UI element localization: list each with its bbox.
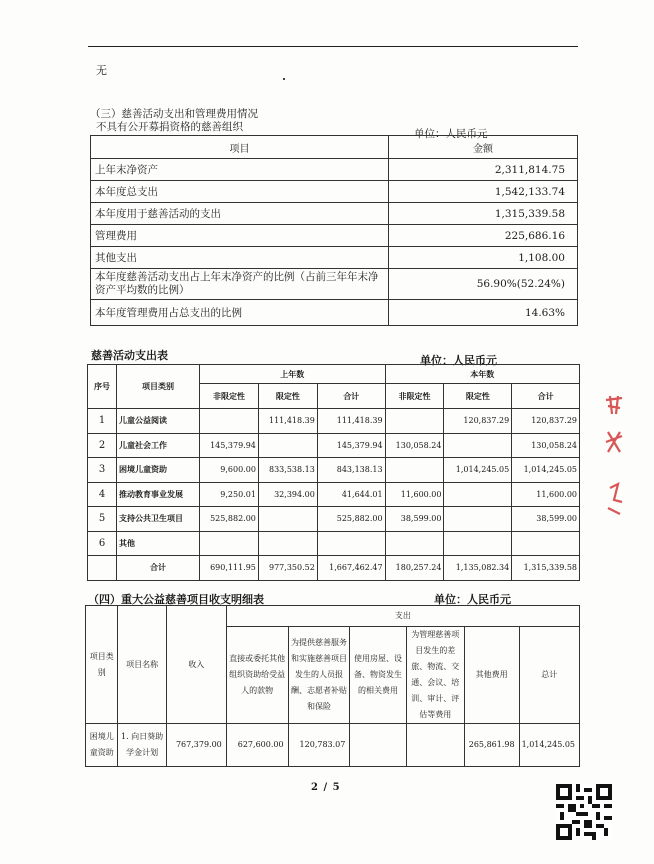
cell-value: 9,250.01 — [200, 482, 259, 507]
cell-value: 11,600.00 — [385, 482, 444, 507]
row-number: 3 — [88, 458, 117, 483]
section3-heading: （三）慈善活动支出和管理费用情况 — [90, 108, 258, 120]
cell-value: 1,135,082.34 — [444, 556, 512, 581]
cell-value: 145,379.94 — [317, 433, 385, 458]
cell-value: 525,882.00 — [200, 507, 259, 532]
row-item: 本年度管理费用占总支出的比例 — [91, 300, 389, 326]
charity-activity-expense-table — [87, 364, 580, 581]
table-row — [86, 724, 580, 767]
section3-subheading: 不具有公开募捐资格的慈善组织 — [96, 121, 243, 133]
table-row — [91, 159, 578, 181]
cell-value — [444, 507, 512, 532]
row-amount: 14.63% — [389, 300, 578, 326]
table-row — [91, 181, 578, 203]
major-project-table — [85, 605, 580, 767]
table-row — [88, 409, 580, 434]
cell-value: 38,599.00 — [512, 507, 580, 532]
page-number: 2 / 5 — [311, 782, 341, 793]
cell-value: 1,315,339.58 — [512, 556, 580, 581]
cell-value: 130,058.24 — [385, 433, 444, 458]
cell-value: 130,058.24 — [512, 433, 580, 458]
header-use: 使用房屋、设备、物资发生的相关费用 — [350, 627, 406, 724]
row-amount: 1,542,133.74 — [389, 181, 578, 203]
cell-value: 1,014,245.05 — [512, 458, 580, 483]
row-category-name: 儿童社会工作 — [117, 433, 200, 458]
row-category-name: 推动教育事业发展 — [117, 482, 200, 507]
cell-other: 265,861.98 — [464, 724, 519, 767]
charity-expense-summary-table — [90, 135, 578, 326]
row-number: 5 — [88, 507, 117, 532]
section4-unit: 单位：人民币元 — [434, 593, 511, 606]
cell-value: 180,257.24 — [385, 556, 444, 581]
row-amount: 225,686.16 — [389, 225, 578, 247]
cell-value — [444, 531, 512, 556]
cell-value — [258, 507, 317, 532]
cell-value: 977,350.52 — [258, 556, 317, 581]
row-category-name: 其他 — [117, 531, 200, 556]
header-restricted: 限定性 — [258, 384, 317, 409]
table-row — [88, 531, 580, 556]
cell-value — [385, 409, 444, 434]
header-name: 项目名称 — [118, 606, 166, 724]
column-header-item: 项目 — [91, 136, 389, 159]
cell-value: 1,667,462.47 — [317, 556, 385, 581]
top-rule — [88, 46, 578, 47]
section3-unit: 单位：人民币元 — [414, 128, 488, 140]
cell-value: 525,882.00 — [317, 507, 385, 532]
row-number: 1 — [88, 409, 117, 434]
cell-value — [444, 433, 512, 458]
cell-value: 690,111.95 — [200, 556, 259, 581]
cell-value: 9,600.00 — [200, 458, 259, 483]
qr-code-icon — [556, 784, 612, 840]
table-row — [91, 225, 578, 247]
header-other: 其他费用 — [464, 627, 519, 724]
total-row — [88, 556, 580, 581]
row-category-name: 困境儿童资助 — [117, 458, 200, 483]
none-text: 无 — [96, 64, 107, 77]
red-seal-stamp-fragment — [600, 392, 628, 522]
cell-value: 111,418.39 — [258, 409, 317, 434]
charity-table-title: 慈善活动支出表 — [91, 349, 168, 362]
header-income: 收入 — [166, 606, 226, 724]
cell-value — [512, 531, 580, 556]
cell-value: 120,837.29 — [444, 409, 512, 434]
row-amount: 1,315,339.58 — [389, 203, 578, 225]
header-staff: 为提供慈善服务和实施慈善项目发生的人员报酬、志愿者补贴和保险 — [288, 627, 350, 724]
cell-value: 120,837.29 — [512, 409, 580, 434]
table-row — [91, 300, 578, 326]
cell-value — [385, 458, 444, 483]
cell-category: 困境儿童资助 — [86, 724, 118, 767]
table-row — [88, 482, 580, 507]
row-item: 上年末净资产 — [91, 159, 389, 181]
header-mgmt: 为管理慈善项目发生的差旅、物流、交通、会议、培训、审计、评估等费用 — [406, 627, 464, 724]
header-restricted: 限定性 — [444, 384, 512, 409]
cell-value: 843,138.13 — [317, 458, 385, 483]
cell-value — [258, 531, 317, 556]
row-amount: 2,311,814.75 — [389, 159, 578, 181]
cell-value: 833,538.13 — [258, 458, 317, 483]
charity-table-unit: 单位：人民币元 — [420, 354, 497, 367]
row-number: 6 — [88, 531, 117, 556]
scan-speck — [283, 78, 285, 80]
header-last-year: 上年数 — [200, 365, 386, 384]
row-category-name: 支持公共卫生项目 — [117, 507, 200, 532]
header-category: 项目类别 — [86, 606, 118, 724]
table-row — [91, 247, 578, 269]
header-category: 项目类别 — [117, 365, 200, 409]
row-item: 本年度慈善活动支出占上年末净资产的比例（占前三年年末净资产平均数的比例） — [91, 269, 389, 300]
cell-mgmt — [406, 724, 464, 767]
cell-value: 38,599.00 — [385, 507, 444, 532]
cell-value: 11,600.00 — [512, 482, 580, 507]
cell-value: 1,014,245.05 — [444, 458, 512, 483]
cell-value: 41,644.01 — [317, 482, 385, 507]
header-total: 合计 — [512, 384, 580, 409]
table-row — [88, 433, 580, 458]
row-item: 管理费用 — [91, 225, 389, 247]
cell-income: 767,379.00 — [166, 724, 226, 767]
row-item: 本年度用于慈善活动的支出 — [91, 203, 389, 225]
cell-value — [200, 409, 259, 434]
cell-value: 111,418.39 — [317, 409, 385, 434]
total-label: 合计 — [117, 556, 200, 581]
table-row — [88, 507, 580, 532]
row-category-name: 儿童公益阅读 — [117, 409, 200, 434]
table-row — [88, 458, 580, 483]
cell-value — [444, 482, 512, 507]
header-expense: 支出 — [226, 606, 579, 627]
cell-name: 1. 向日葵助学金计划 — [118, 724, 166, 767]
cell-value — [200, 531, 259, 556]
cell-value: 32,394.00 — [258, 482, 317, 507]
section4-heading: （四）重大公益慈善项目收支明细表 — [88, 593, 264, 606]
table-row — [91, 203, 578, 225]
header-total: 合计 — [317, 384, 385, 409]
cell-value: 145,379.94 — [200, 433, 259, 458]
cell-use — [350, 724, 406, 767]
cell-value — [258, 433, 317, 458]
row-item: 其他支出 — [91, 247, 389, 269]
header-this-year: 本年数 — [385, 365, 579, 384]
row-item: 本年度总支出 — [91, 181, 389, 203]
cell-staff: 120,783.07 — [288, 724, 350, 767]
cell-direct: 627,600.00 — [226, 724, 288, 767]
header-unrestricted: 非限定性 — [200, 384, 259, 409]
header-unrestricted: 非限定性 — [385, 384, 444, 409]
header-no: 序号 — [88, 365, 117, 409]
header-direct: 直接或委托其他组织资助给受益人的款物 — [226, 627, 288, 724]
column-header-amount: 金额 — [389, 136, 578, 159]
row-number: 4 — [88, 482, 117, 507]
table-row — [91, 269, 578, 300]
row-amount: 56.90%(52.24%) — [389, 269, 578, 300]
cell-total: 1,014,245.05 — [519, 724, 579, 767]
row-number: 2 — [88, 433, 117, 458]
cell-value — [385, 531, 444, 556]
header-total: 总计 — [519, 627, 579, 724]
cell-value — [317, 531, 385, 556]
row-amount: 1,108.00 — [389, 247, 578, 269]
